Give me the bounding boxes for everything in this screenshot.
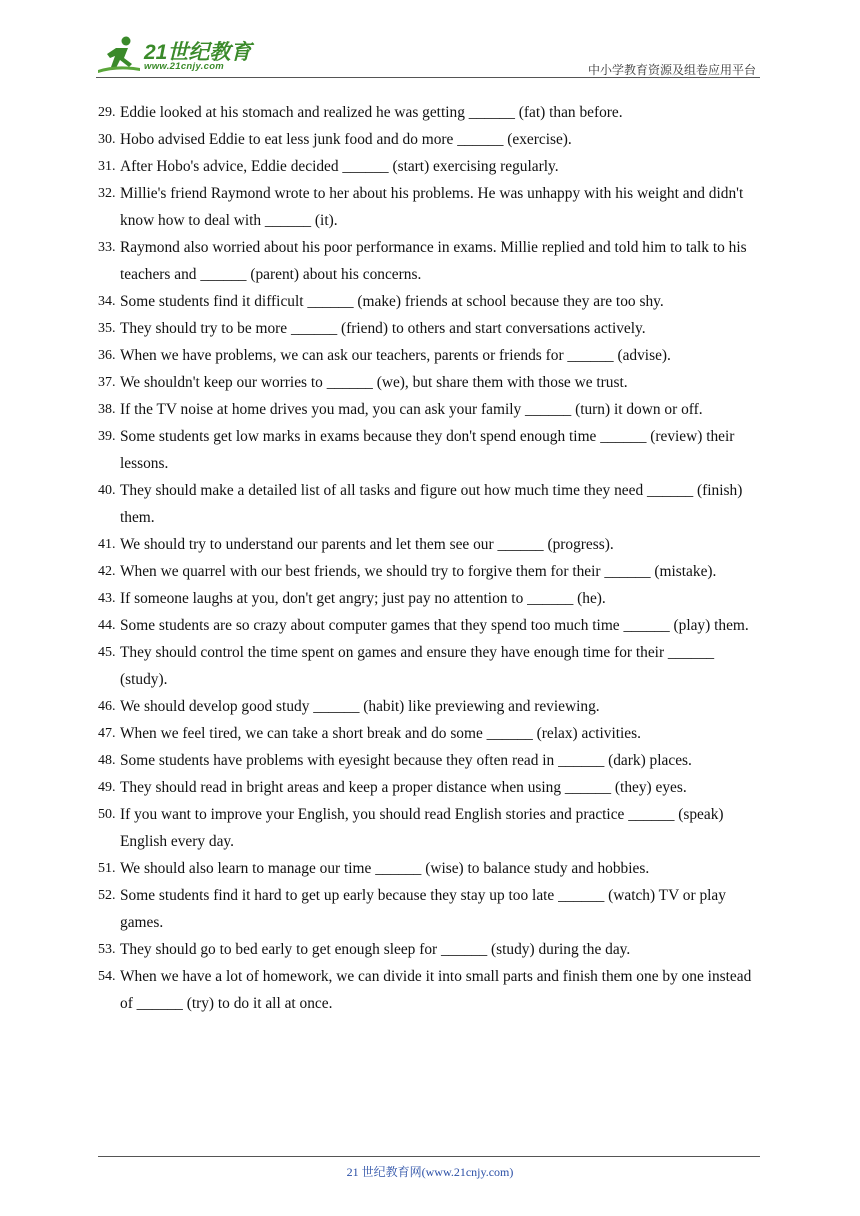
question-text: They should go to bed early to get enough sleep for ______ (study) during the day. — [120, 941, 631, 958]
question-item — [98, 369, 763, 396]
question-number: 43. — [98, 591, 116, 606]
question-number: 29. — [98, 105, 116, 120]
question-text: Eddie looked at his stomach and realized he was getting ______ (fat) than before. — [120, 104, 623, 121]
question-item — [98, 612, 763, 639]
question-item — [98, 693, 763, 720]
question-item — [98, 423, 763, 477]
footer-divider — [98, 1156, 760, 1157]
question-text: When we have problems, we can ask our teachers, parents or friends for ______ (advise). — [120, 347, 671, 364]
question-item — [98, 774, 763, 801]
question-number: 51. — [98, 861, 116, 876]
question-item — [98, 639, 763, 693]
question-item — [98, 936, 763, 963]
header-divider — [96, 77, 760, 78]
question-text: They should make a detailed list of all tasks and figure out how much time they need ______ (finish) them. — [120, 482, 743, 526]
question-number: 47. — [98, 726, 116, 741]
question-text: Some students find it hard to get up early because they stay up too late ______ (watch) TV or play games. — [120, 887, 726, 931]
question-item — [98, 342, 763, 369]
question-text: Raymond also worried about his poor performance in exams. Millie replied and told him to talk to his teachers and ______ (parent) about his concerns. — [120, 239, 747, 283]
question-number: 42. — [98, 564, 116, 579]
header-platform-name: 中小学教育资源及组卷应用平台 — [587, 63, 756, 77]
question-number: 52. — [98, 888, 116, 903]
question-text: We shouldn't keep our worries to ______ (we), but share them with those we trust. — [120, 374, 628, 391]
question-item — [98, 801, 763, 855]
question-number: 53. — [98, 942, 116, 957]
question-item — [98, 180, 763, 234]
question-number: 38. — [98, 402, 116, 417]
question-item — [98, 477, 763, 531]
question-text: Millie's friend Raymond wrote to her about his problems. He was unhappy with his weight and didn't know how to deal with ______ (it). — [120, 185, 744, 229]
page-footer: 21 世纪教育网(www.21cnjy.com) — [346, 1165, 514, 1179]
question-item — [98, 855, 763, 882]
question-text: Hobo advised Eddie to eat less junk food and do more ______ (exercise). — [120, 131, 572, 148]
question-number: 36. — [98, 348, 116, 363]
question-item — [98, 747, 763, 774]
question-text: We should also learn to manage our time ______ (wise) to balance study and hobbies. — [120, 860, 650, 877]
question-number: 45. — [98, 645, 116, 660]
question-text: We should develop good study ______ (habit) like previewing and reviewing. — [120, 698, 600, 715]
question-item — [98, 234, 763, 288]
question-item — [98, 585, 763, 612]
question-number: 49. — [98, 780, 116, 795]
question-number: 41. — [98, 537, 116, 552]
question-text: They should try to be more ______ (friend) to others and start conversations actively. — [120, 320, 646, 337]
question-number: 31. — [98, 159, 116, 174]
question-text: When we quarrel with our best friends, we should try to forgive them for their ______ (mistake). — [120, 563, 717, 580]
runner-logo-icon — [96, 34, 142, 76]
question-number: 46. — [98, 699, 116, 714]
question-text: We should try to understand our parents and let them see our ______ (progress). — [120, 536, 614, 553]
question-text: When we have a lot of homework, we can divide it into small parts and finish them one by one instead of ______ (try) to do it all at once. — [120, 968, 752, 1012]
question-text: Some students are so crazy about computer games that they spend too much time ______ (play) them. — [120, 617, 749, 634]
question-item — [98, 99, 763, 126]
question-number: 48. — [98, 753, 116, 768]
question-text: If the TV noise at home drives you mad, you can ask your family ______ (turn) it down or off. — [120, 401, 703, 418]
question-number: 33. — [98, 240, 116, 255]
question-number: 54. — [98, 969, 116, 984]
question-list — [98, 99, 763, 1017]
question-item — [98, 126, 763, 153]
question-item — [98, 963, 763, 1017]
question-number: 44. — [98, 618, 116, 633]
question-number: 30. — [98, 132, 116, 147]
question-text: They should read in bright areas and keep a proper distance when using ______ (they) eyes. — [120, 779, 687, 796]
question-item — [98, 396, 763, 423]
question-text: Some students get low marks in exams because they don't spend enough time ______ (review) their lessons. — [120, 428, 735, 472]
question-item — [98, 558, 763, 585]
logo — [96, 34, 266, 76]
question-number: 39. — [98, 429, 116, 444]
question-item — [98, 720, 763, 747]
question-text: After Hobo's advice, Eddie decided ______ (start) exercising regularly. — [120, 158, 559, 175]
question-text: If you want to improve your English, you should read English stories and practice ______ (speak) English every day. — [120, 806, 724, 850]
question-text: When we feel tired, we can take a short break and do some ______ (relax) activities. — [120, 725, 641, 742]
page-header — [96, 34, 760, 78]
question-item — [98, 315, 763, 342]
question-number: 34. — [98, 294, 116, 309]
question-number: 37. — [98, 375, 116, 390]
question-text: They should control the time spent on games and ensure they have enough time for their ______ (study). — [120, 644, 715, 688]
question-number: 40. — [98, 483, 116, 498]
logo-text: 21世纪教育 — [144, 41, 252, 64]
question-text: If someone laughs at you, don't get angry; just pay no attention to ______ (he). — [120, 590, 606, 607]
logo-url: www.21cnjy.com — [144, 61, 225, 72]
question-item — [98, 882, 763, 936]
question-number: 50. — [98, 807, 116, 822]
question-item — [98, 153, 763, 180]
question-item — [98, 531, 763, 558]
question-item — [98, 288, 763, 315]
question-text: Some students have problems with eyesight because they often read in ______ (dark) places. — [120, 752, 692, 769]
question-text: Some students find it difficult ______ (make) friends at school because they are too shy. — [120, 293, 664, 310]
question-number: 35. — [98, 321, 116, 336]
question-number: 32. — [98, 186, 116, 201]
